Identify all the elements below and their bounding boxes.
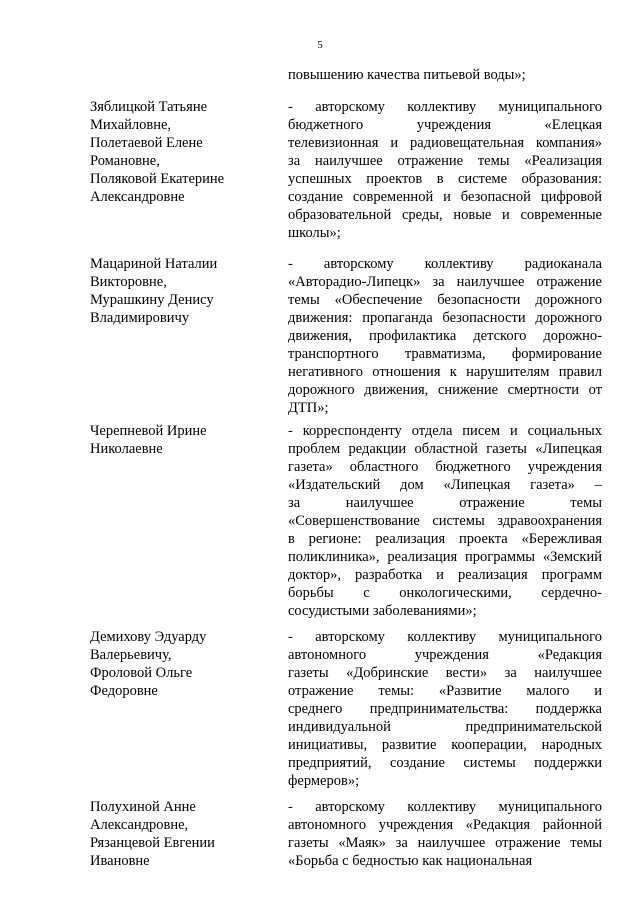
award-text-line: поликлиника», реализация программы «Земский [288,549,602,565]
award-description [288,628,602,790]
recipient-name-line: Черепневой Ирине [90,423,207,439]
award-text-line: школы»; [288,225,341,241]
award-text-line: создание современной и безопасной цифровой [288,189,602,205]
award-text-line: проблем редакции областной газеты «Липецкая [288,441,602,457]
award-text-line: предприятий, создание системы поддержки [288,755,602,771]
award-text-line: негативного отношения к нарушителям правил [288,364,602,380]
award-text-line: бюджетного учреждения «Елецкая [288,117,602,133]
recipient-name-line: Александровне [90,189,185,205]
award-text-line: среднего предпринимательства: поддержка [288,701,602,717]
recipient-names [90,798,270,870]
recipient-name-line: Михайловне, [90,117,172,133]
recipient-names [90,98,270,206]
award-text-line: телевизионная и радиовещательная компания» [288,135,602,151]
recipient-name-line: Полетаевой Елене [90,135,203,151]
recipient-name-line: Мацариной Наталии [90,256,218,272]
recipient-name-line: Ивановне [90,853,150,869]
recipient-names [90,255,270,327]
recipient-name-line: Викторовне, [90,274,167,290]
recipient-names [90,422,270,458]
recipient-name-line: Демихову Эдуарду [90,629,207,645]
recipient-name-line: Полухиной Анне [90,799,196,815]
recipient-name-line: Фроловой Ольге [90,665,193,681]
award-text-line: автономного учреждения «Редакция районной [288,817,602,833]
award-text-line: «Авторадио-Липецк» за наилучшее отражение [288,274,602,290]
recipient-name-line: Мурашкину Денису [90,292,214,308]
award-text-line: газеты «Маяк» за наилучшее отражение темы [288,835,602,851]
award-text-line: движения, профилактика детского дорожно- [288,328,602,344]
recipient-name-line: Николаевне [90,441,163,457]
award-text-line: движения: пропаганда безопасности дорожного [288,310,602,326]
award-text-line: - авторскому коллективу муниципального [288,99,602,115]
recipient-names [90,628,270,700]
award-text-line: успешных проектов в системе образования: [288,171,602,187]
award-text-line: газеты «Добринские вести» за наилучшее [288,665,602,681]
award-text-line: борьбы с онкологическими, сердечно- [288,585,602,601]
continuation-text: повышению качества питьевой воды»; [288,67,526,83]
award-text-line: автономного учреждения «Редакция [288,647,602,663]
award-text-line: образовательной среды, новые и современные [288,207,602,223]
award-description [288,422,602,620]
award-text-line: «Борьба с бедностью как национальная [288,853,533,869]
award-text-line: - авторскому коллективу муниципального [288,629,602,645]
award-text-line: «Издательский дом «Липецкая газета» – [288,477,602,493]
award-text-line: - авторскому коллективу радиоканала [288,256,602,272]
award-text-line: индивидуальной предпринимательской [288,719,602,735]
award-text-line: в регионе: реализация проекта «Бережливая [288,531,602,547]
award-text-line: ДТП»; [288,400,329,416]
award-description [288,98,602,242]
award-text-line: сосудистыми заболеваниями»; [288,603,477,619]
award-text-line: за наилучшее отражение темы «Реализация [288,153,602,169]
award-text-line: темы «Обеспечение безопасности дорожного [288,292,602,308]
award-text-line: - авторскому коллективу муниципального [288,799,602,815]
award-description [288,255,602,417]
recipient-name-line: Владимировичу [90,310,190,326]
award-text-line: транспортного травматизма, формирование [288,346,602,362]
award-text-line: отражение темы: «Развитие малого и [288,683,602,699]
recipient-name-line: Рязанцевой Евгении [90,835,215,851]
recipient-name-line: Романовне, [90,153,160,169]
recipient-name-line: Валерьевичу, [90,647,172,663]
award-text-line: доктор», разработка и реализация программ [288,567,602,583]
recipient-name-line: Зяблицкой Татьяне [90,99,208,115]
award-text-line: газета» областного бюджетного учреждения [288,459,602,475]
award-text-line: фермеров»; [288,773,360,789]
award-description [288,798,602,870]
recipient-name-line: Поляковой Екатерине [90,171,225,187]
recipient-name-line: Александровне, [90,817,189,833]
award-text-line: за наилучшее отражение темы [288,495,602,511]
award-text-line: инициативы, развитие кооперации, народных [288,737,602,753]
award-text-line: «Совершенствование системы здравоохранения [288,513,602,529]
award-text-line: - корреспонденту отдела писем и социальных [288,423,602,439]
award-text-line: дорожного движения, снижение смертности от [288,382,602,398]
page-number: 5 [317,39,323,51]
recipient-name-line: Федоровне [90,683,158,699]
